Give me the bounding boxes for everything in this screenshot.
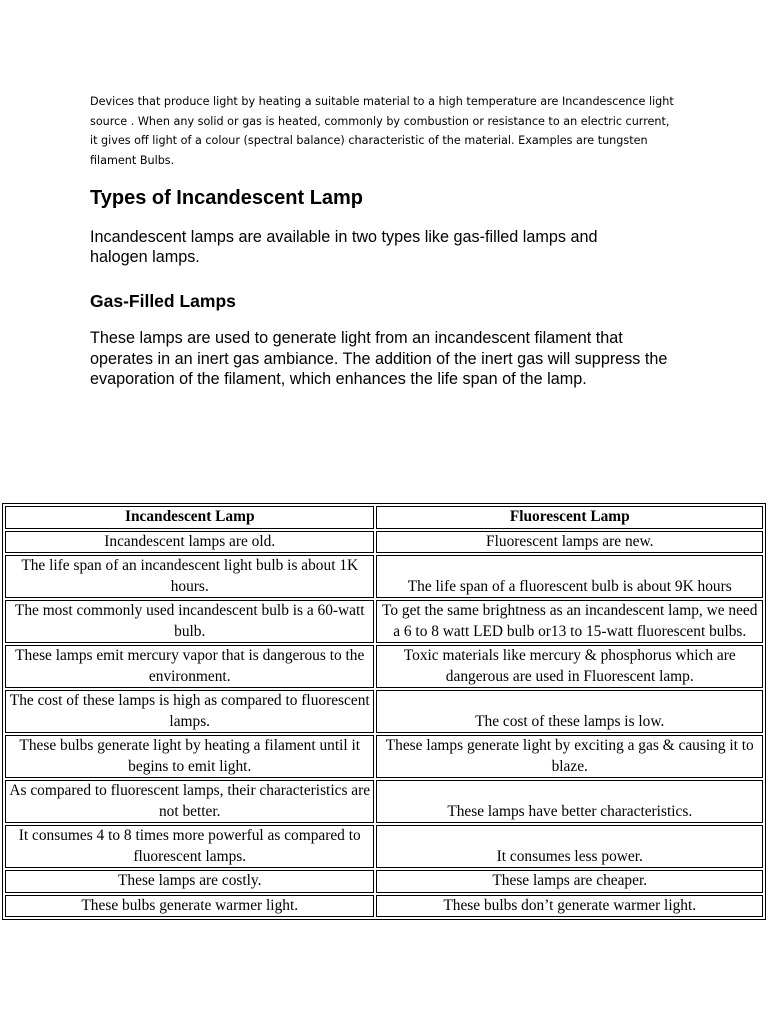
cell-incandescent: These bulbs generate light by heating a filament until it begins to emit light. [5,735,374,778]
table-row [5,735,763,778]
cell-fluorescent: Fluorescent lamps are new. [376,531,763,554]
table-row [5,690,763,733]
cell-incandescent: These bulbs generate warmer light. [5,895,374,918]
cell-incandescent: Incandescent lamps are old. [5,531,374,554]
cell-incandescent: It consumes 4 to 8 times more powerful as compared to fluorescent lamps. [5,825,374,868]
cell-fluorescent: These lamps generate light by exciting a gas & causing it to blaze. [376,735,763,778]
table-row [5,645,763,688]
table-row [5,555,763,598]
heading-gas-filled-lamps: Gas-Filled Lamps [90,291,236,311]
cell-incandescent: The cost of these lamps is high as compared to fluorescent lamps. [5,690,374,733]
table-row [5,895,763,918]
table-row [5,531,763,554]
table-header-row [5,506,763,529]
cell-incandescent: The life span of an incandescent light bulb is about 1K hours. [5,555,374,598]
table-row [5,825,763,868]
cell-fluorescent: It consumes less power. [376,825,763,868]
cell-fluorescent: The cost of these lamps is low. [376,690,763,733]
cell-fluorescent: These lamps have better characteristics. [376,780,763,823]
table-row [5,870,763,893]
cell-incandescent: These lamps are costly. [5,870,374,893]
header-fluorescent: Fluorescent Lamp [376,506,763,529]
table-row [5,600,763,643]
heading-types-of-incandescent-lamp: Types of Incandescent Lamp [90,187,364,209]
cell-fluorescent: To get the same brightness as an incandescent lamp, we need a 6 to 8 watt LED bulb or13 to 15-watt fluorescent bulbs. [376,600,763,643]
cell-fluorescent: These lamps are cheaper. [376,870,763,893]
cell-incandescent: These lamps emit mercury vapor that is dangerous to the environment. [5,645,374,688]
cell-fluorescent: These bulbs don’t generate warmer light. [376,895,763,918]
cell-incandescent: The most commonly used incandescent bulb is a 60-watt bulb. [5,600,374,643]
cell-incandescent: As compared to fluorescent lamps, their characteristics are not better. [5,780,374,823]
gas-filled-paragraph: These lamps are used to generate light from an incandescent filament that operates in an inert gas ambiance. The addition of the inert gas will suppress the evaporation of the filament, which enhances the life span of the lamp. [90,329,668,388]
cell-fluorescent: Toxic materials like mercury & phosphorus which are dangerous are used in Fluorescent lamp. [376,645,763,688]
intro-paragraph: Devices that produce light by heating a suitable material to a high temperature are Incandescence light source . When any solid or gas is heated, commonly by combustion or resistance to an electric current, it gives off light of a colour (spectral balance) characteristic of the material. Examples are tungsten filament Bulbs. [90,95,674,168]
cell-fluorescent: The life span of a fluorescent bulb is about 9K hours [376,555,763,598]
table-row [5,780,763,823]
comparison-table [2,503,766,920]
types-paragraph: Incandescent lamps are available in two types like gas-filled lamps and halogen lamps. [90,228,598,266]
header-incandescent: Incandescent Lamp [5,506,374,529]
